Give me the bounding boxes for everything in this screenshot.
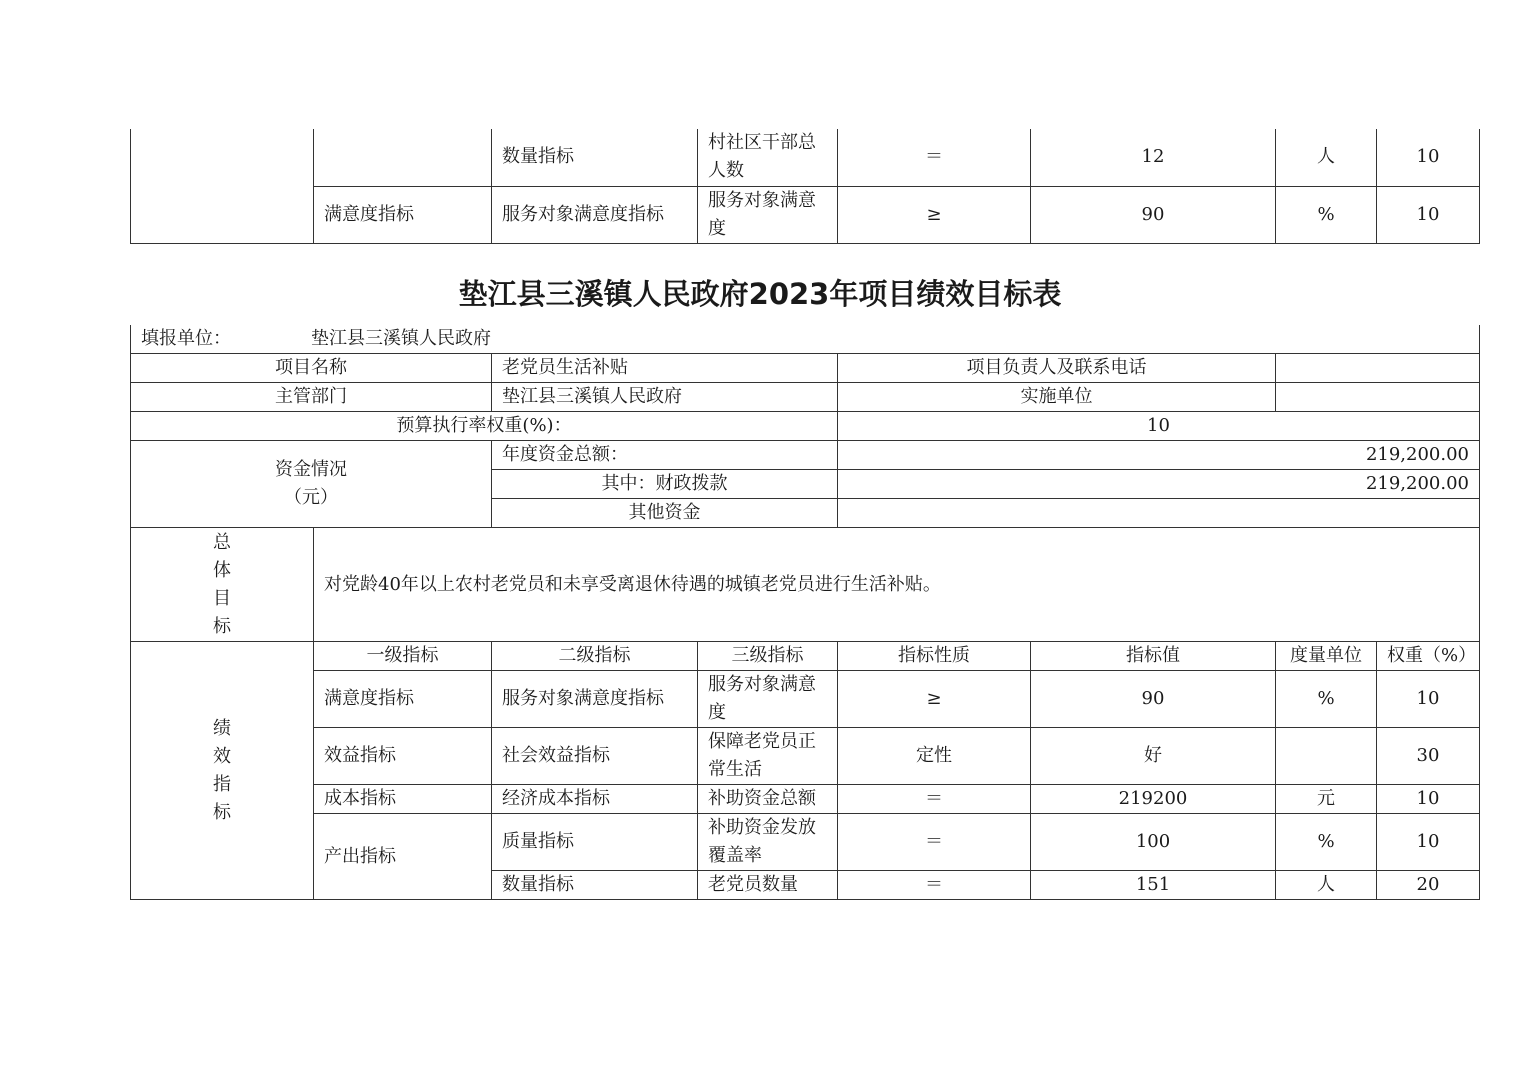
header-level3: 三级指标: [698, 642, 838, 671]
goal-label-char: 标: [213, 615, 231, 637]
indicators-label-char: 绩: [213, 717, 231, 739]
level1-cell: 成本指标: [314, 785, 492, 814]
cont-unit-cell: 人: [1276, 129, 1377, 186]
table-row: [131, 785, 1480, 814]
level3-cell: 补助资金总额: [698, 785, 838, 814]
table-row: [131, 671, 1480, 728]
cont-level2-cell: 服务对象满意度指标: [492, 186, 698, 243]
performance-target-table: [130, 325, 1480, 900]
level2-cell: 社会效益指标: [492, 728, 698, 785]
other-funds-label: 其他资金: [492, 499, 838, 528]
nature-cell: ＝: [838, 871, 1031, 900]
annual-funds-label: 年度资金总额：: [492, 441, 838, 470]
value-cell: 219200: [1031, 785, 1276, 814]
level2-cell: 数量指标: [492, 871, 698, 900]
unit-cell: 元: [1276, 785, 1377, 814]
header-nature: 指标性质: [838, 642, 1031, 671]
level1-cell: 满意度指标: [314, 671, 492, 728]
level3-cell: 服务对象满意度: [698, 671, 838, 728]
fill-unit-cell: [131, 325, 1480, 354]
indicator-header-row: [131, 642, 1480, 671]
nature-cell: ＝: [838, 785, 1031, 814]
goal-label-char: 总: [213, 531, 231, 553]
level2-cell: 服务对象满意度指标: [492, 671, 698, 728]
cont-value-cell: 12: [1031, 129, 1276, 186]
indicators-label-char: 指: [213, 773, 231, 795]
weight-cell: 10: [1377, 814, 1480, 871]
cont-weight-cell: 10: [1377, 186, 1480, 243]
nature-cell: ＝: [838, 814, 1031, 871]
goal-label-char: 目: [213, 587, 231, 609]
nature-cell: ≥: [838, 671, 1031, 728]
cont-value-cell: 90: [1031, 186, 1276, 243]
indicators-label-char: 效: [213, 745, 231, 767]
header-level1: 一级指标: [314, 642, 492, 671]
fill-unit-label: 填报单位：: [141, 328, 231, 349]
funds-label-line1: 资金情况: [275, 459, 347, 480]
weight-cell: 10: [1377, 785, 1480, 814]
level3-cell: 老党员数量: [698, 871, 838, 900]
header-value: 指标值: [1031, 642, 1276, 671]
unit-cell: [1276, 728, 1377, 785]
dept-row: [131, 383, 1480, 412]
contact-value: [1276, 354, 1480, 383]
cont-level1-cell: [314, 129, 492, 186]
goal-label: [131, 528, 314, 642]
cont-nature-cell: ＝: [838, 129, 1031, 186]
value-cell: 好: [1031, 728, 1276, 785]
unit-cell: %: [1276, 814, 1377, 871]
cont-unit-cell: %: [1276, 186, 1377, 243]
level3-cell: 保障老党员正常生活: [698, 728, 838, 785]
continuation-table: [130, 129, 1480, 244]
level2-cell: 经济成本指标: [492, 785, 698, 814]
impl-value: [1276, 383, 1480, 412]
indicators-label: [131, 642, 314, 900]
page-title: 垫江县三溪镇人民政府2023年项目绩效目标表: [458, 277, 1062, 311]
level3-cell: 补助资金发放覆盖率: [698, 814, 838, 871]
cont-level3-cell: 服务对象满意度: [698, 186, 838, 243]
table-row: [131, 728, 1480, 785]
goal-row: [131, 528, 1480, 642]
level2-cell: 质量指标: [492, 814, 698, 871]
project-name-row: [131, 354, 1480, 383]
unit-cell: 人: [1276, 871, 1377, 900]
fill-unit-value: 垫江县三溪镇人民政府: [311, 328, 491, 349]
value-cell: 100: [1031, 814, 1276, 871]
project-name-label: 项目名称: [131, 354, 492, 383]
dept-label: 主管部门: [131, 383, 492, 412]
cont-nature-cell: ≥: [838, 186, 1031, 243]
goal-label-char: 体: [213, 559, 231, 581]
contact-label: 项目负责人及联系电话: [838, 354, 1276, 383]
cont-level2-cell: 数量指标: [492, 129, 698, 186]
weight-cell: 30: [1377, 728, 1480, 785]
dept-value: 垫江县三溪镇人民政府: [492, 383, 838, 412]
cont-level1-cell: 满意度指标: [314, 186, 492, 243]
cont-weight-cell: 10: [1377, 129, 1480, 186]
funds-label: [131, 441, 492, 528]
project-name-value: 老党员生活补贴: [492, 354, 838, 383]
fill-unit-row: [131, 325, 1480, 354]
indicators-label-char: 标: [213, 801, 231, 823]
funds-annual-row: [131, 441, 1480, 470]
cont-level3-cell: 村社区干部总人数: [698, 129, 838, 186]
header-level2: 二级指标: [492, 642, 698, 671]
budget-rate-value: 10: [838, 412, 1480, 441]
fiscal-funds-value: 219,200.00: [838, 470, 1480, 499]
other-funds-value: [838, 499, 1480, 528]
funds-label-line2: （元）: [284, 487, 338, 508]
weight-cell: 10: [1377, 671, 1480, 728]
annual-funds-value: 219,200.00: [838, 441, 1480, 470]
budget-rate-row: [131, 412, 1480, 441]
fiscal-funds-label: 其中：财政拨款: [492, 470, 838, 499]
impl-label: 实施单位: [838, 383, 1276, 412]
unit-cell: %: [1276, 671, 1377, 728]
value-cell: 151: [1031, 871, 1276, 900]
value-cell: 90: [1031, 671, 1276, 728]
table-row: [131, 814, 1480, 871]
level1-cell: 效益指标: [314, 728, 492, 785]
goal-text: 对党龄40年以上农村老党员和未享受离退休待遇的城镇老党员进行生活补贴。: [314, 528, 1480, 642]
table-row: [131, 129, 1480, 186]
nature-cell: 定性: [838, 728, 1031, 785]
budget-rate-label: 预算执行率权重(%)：: [131, 412, 838, 441]
table-row: [131, 186, 1480, 243]
level1-cell: 产出指标: [314, 814, 492, 900]
header-weight: 权重（%）: [1377, 642, 1480, 671]
cont-empty-cell: [131, 129, 314, 243]
weight-cell: 20: [1377, 871, 1480, 900]
header-unit: 度量单位: [1276, 642, 1377, 671]
